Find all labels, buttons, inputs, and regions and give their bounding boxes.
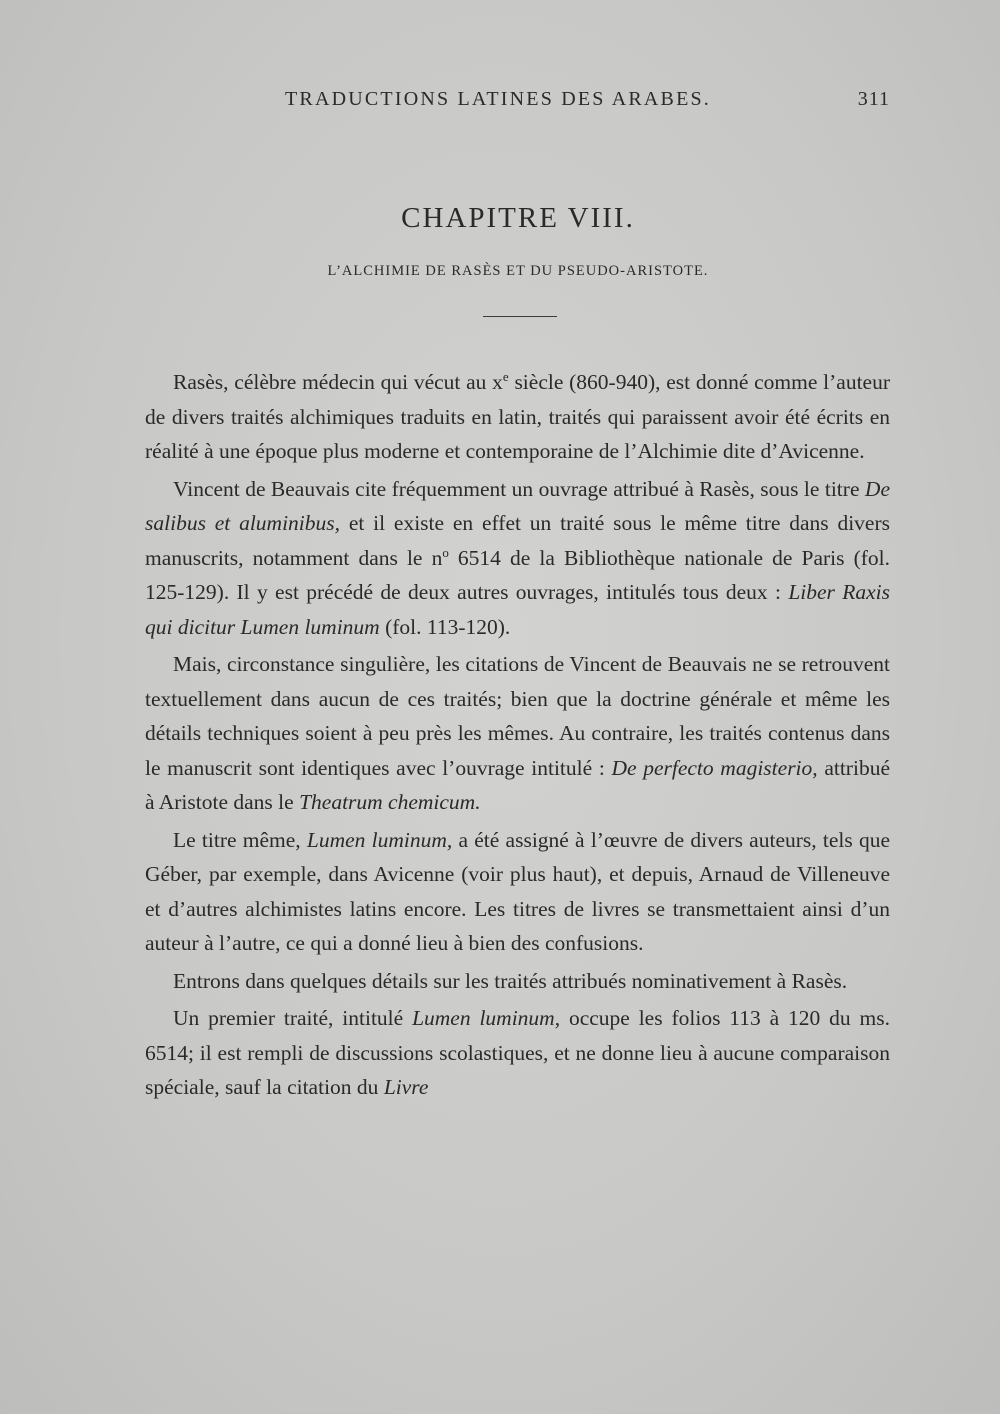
paragraph-6-italic-title-1: Lumen luminum, bbox=[412, 1006, 561, 1030]
paragraph-2-text-a: Vincent de Beauvais cite fréquemment un ouvrage attribué à Rasès, sous le titre bbox=[173, 476, 865, 501]
paragraph-5-text: Entrons dans quelques détails sur les traités attribués nominativement à Rasès. bbox=[173, 968, 848, 993]
paragraph-3-text-a: Mais, circonstance singulière, les citations de Vincent de Beauvais ne se retrouvent textuellement dans aucun de ces traités; bien que la doctrine générale et même les détails techniques soient à peu près les mêmes. Au contraire, les traités contenus dans le manuscrit sont identiques avec l’ouvrage intitulé : bbox=[145, 652, 890, 780]
paragraph-6-italic-title-2: Livre bbox=[383, 1075, 429, 1099]
chapter-title: CHAPITRE VIII. bbox=[401, 202, 635, 234]
paragraph-6 bbox=[145, 1001, 890, 1105]
chapter-subtitle: L’ALCHIMIE DE RASÈS ET DU PSEUDO-ARISTOTE. bbox=[327, 263, 709, 279]
paragraph-4-text-a: Le titre même, bbox=[173, 827, 307, 852]
running-head bbox=[145, 88, 890, 118]
paragraph-2-italic-title-1: De salibus et aluminibus, bbox=[145, 476, 890, 535]
paragraph-4-text-b: a été assigné à l’œuvre de divers auteurs, tels que Géber, par exemple, dans Avicenne (voir plus haut), et depuis, Arnaud de Villeneuve et d’autres alchimistes latins encore. Les titres de livres se transmettaient ainsi d’un auteur à l’autre, ce qui a donné lieu à bien des confusions. bbox=[145, 827, 890, 955]
paragraph-3-text-b: attribué à Aristote dans le bbox=[145, 755, 890, 814]
paragraph-3-italic-title-1: De perfecto magisterio, bbox=[611, 755, 818, 780]
paragraph-1 bbox=[145, 365, 890, 469]
paragraph-1-superscript: e bbox=[502, 369, 509, 384]
running-title: TRADUCTIONS LATINES DES ARABES. bbox=[285, 88, 712, 110]
page-number: 311 bbox=[857, 88, 890, 110]
paragraph-1-text-a: Rasès, célèbre médecin qui vécut au x bbox=[173, 370, 503, 394]
paragraph-6-text-a: Un premier traité, intitulé bbox=[173, 1006, 413, 1030]
paragraph-4 bbox=[145, 823, 890, 961]
paragraph-2-italic-title-2: Liber Raxis qui dicitur Lumen luminum bbox=[145, 580, 890, 639]
paragraph-2-text-d: (fol. 113-120). bbox=[379, 614, 511, 639]
paragraph-5 bbox=[145, 964, 890, 999]
paragraph-1-text-b: siècle (860-940), est donné comme l’auteur de divers traités alchimiques traduits en latin, traités qui paraissent avoir été écrits en réalité à une époque plus moderne et contemporaine de l’Alchimie dite d’Avicenne. bbox=[145, 370, 890, 463]
body-text bbox=[145, 365, 890, 1105]
section-rule bbox=[483, 316, 557, 317]
paragraph-4-italic-title: Lumen luminum, bbox=[306, 827, 453, 852]
paragraph-2-superscript: o bbox=[442, 544, 449, 560]
paragraph-6-text-b: occupe les folios 113 à 120 du ms. 6514; il est rempli de discussions scolastiques, et ne donne lieu à aucune comparaison spéciale, sauf la citation du bbox=[145, 1006, 891, 1099]
paragraph-2-text-c: 6514 de la Bibliothèque nationale de Paris (fol. 125-129). Il y est précédé de deux autres ouvrages, intitulés tous deux : bbox=[145, 545, 890, 604]
paragraph-2-text-b: et il existe en effet un traité sous le même titre dans divers manuscrits, notamment dans le n bbox=[145, 511, 890, 570]
paragraph-3-italic-title-2: Theatrum chemicum. bbox=[299, 790, 481, 814]
paragraph-3 bbox=[145, 647, 890, 820]
paragraph-2 bbox=[145, 472, 890, 645]
